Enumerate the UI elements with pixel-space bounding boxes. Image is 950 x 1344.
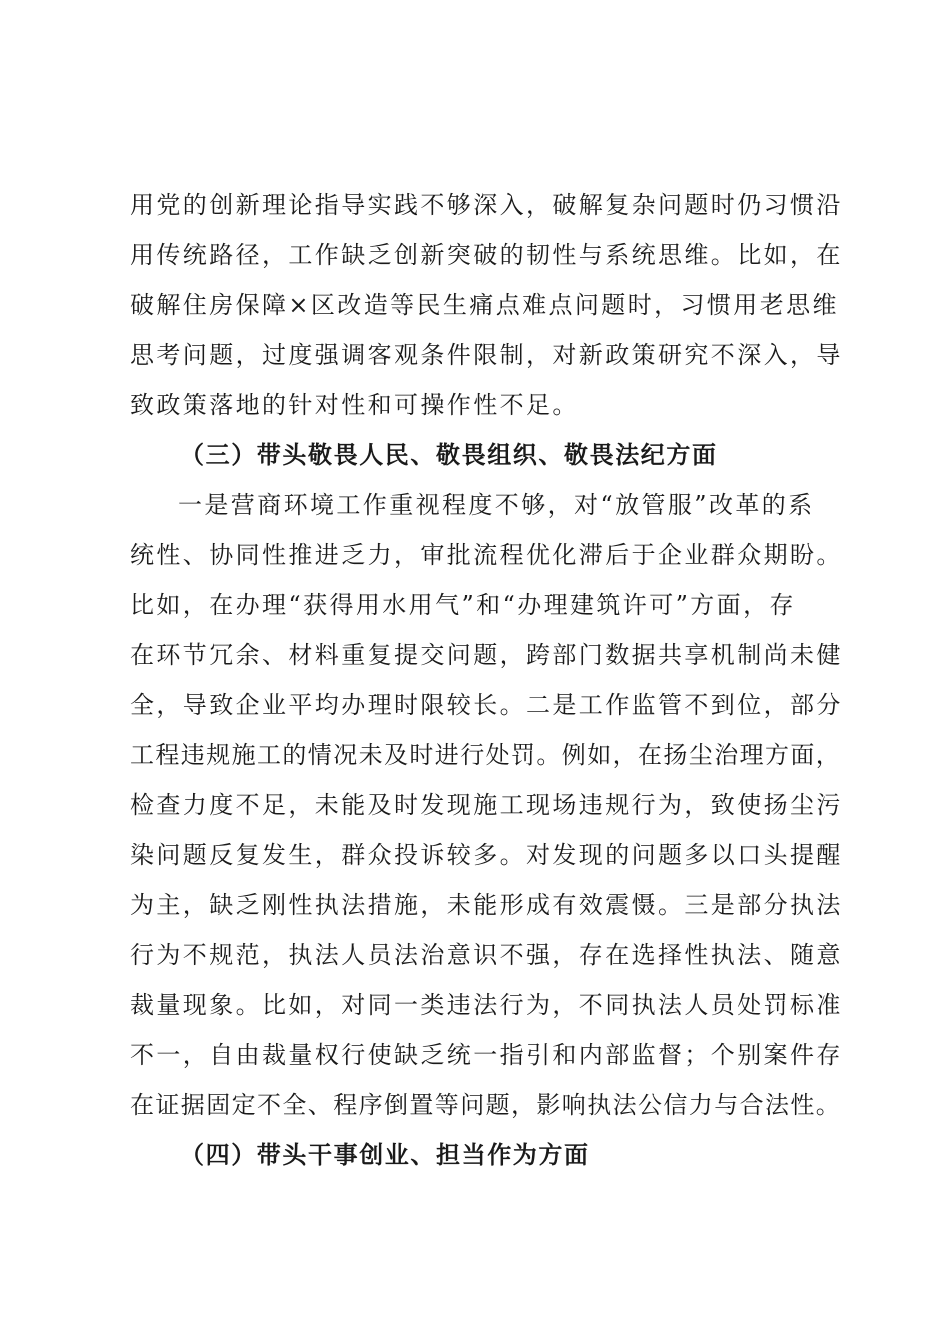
paragraph-line: 检查力度不足，未能及时发现施工现场违规行为，致使扬尘污	[130, 791, 843, 819]
paragraph-line: 用传统路径，工作缺乏创新突破的韧性与系统思维。比如，在	[130, 241, 843, 269]
paragraph-line: 工程违规施工的情况未及时进行处罚。例如，在扬尘治理方面，	[130, 741, 842, 769]
paragraph-line: 为主，缺乏刚性执法措施，未能形成有效震慑。三是部分执法	[130, 891, 843, 919]
paragraph-line: 致政策落地的针对性和可操作性不足。	[130, 391, 579, 419]
paragraph-line: 行为不规范，执法人员法治意识不强，存在选择性执法、随意	[130, 941, 843, 969]
paragraph-line: 比如，在办理“获得用水用气”和“办理建筑许可”方面，存	[130, 591, 796, 619]
paragraph-line: 全，导致企业平均办理时限较长。二是工作监管不到位，部分	[130, 691, 843, 719]
section-heading-3: （三）带头敬畏人民、敬畏组织、敬畏法纪方面	[180, 441, 718, 469]
paragraph-line: 裁量现象。比如，对同一类违法行为，不同执法人员处罚标准	[130, 991, 843, 1019]
paragraph-line: 思考问题，过度强调客观条件限制，对新政策研究不深入，导	[130, 341, 843, 369]
paragraph-line: 统性、协同性推进乏力，审批流程优化滞后于企业群众期盼。	[130, 541, 843, 569]
paragraph-line: 一是营商环境工作重视程度不够，对“放管服”改革的系	[178, 491, 815, 519]
paragraph-line: 在证据固定不全、程序倒置等问题，影响执法公信力与合法性。	[130, 1091, 842, 1119]
paragraph-line: 用党的创新理论指导实践不够深入，破解复杂问题时仍习惯沿	[130, 191, 843, 219]
section-heading-4: （四）带头干事创业、担当作为方面	[180, 1141, 590, 1169]
paragraph-line: 不一，自由裁量权行使缺乏统一指引和内部监督；个别案件存	[130, 1041, 843, 1069]
paragraph-line: 在环节冗余、材料重复提交问题，跨部门数据共享机制尚未健	[130, 641, 843, 669]
paragraph-line: 破解住房保障×区改造等民生痛点难点问题时，习惯用老思维	[130, 291, 839, 319]
paragraph-line: 染问题反复发生，群众投诉较多。对发现的问题多以口头提醒	[130, 841, 843, 869]
